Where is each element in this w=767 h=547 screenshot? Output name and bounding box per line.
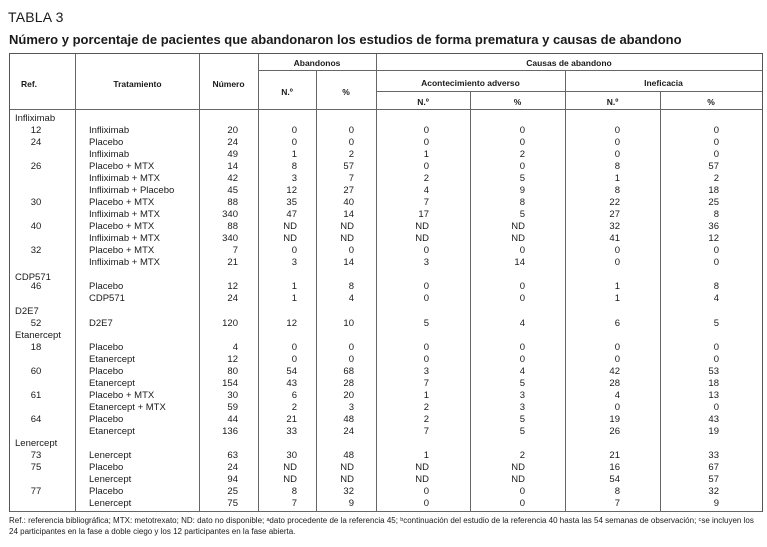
cell-numero: 12 bbox=[227, 281, 238, 292]
cell-acontecimiento-pct: 3 bbox=[519, 402, 525, 413]
cell-abandonos-pct: 28 bbox=[343, 378, 354, 389]
cell-ref: 75 bbox=[30, 462, 42, 473]
cell-ref: 24 bbox=[30, 137, 42, 148]
cell-tratamiento: Infliximab + MTX bbox=[89, 209, 161, 220]
cell-tratamiento: Infliximab + MTX bbox=[89, 233, 161, 244]
cell-ineficacia-pct: 0 bbox=[713, 402, 719, 413]
table-number: TABLA 3 bbox=[8, 9, 64, 25]
cell-tratamiento: Infliximab + MTX bbox=[89, 173, 161, 184]
header-numero: Número bbox=[212, 79, 245, 89]
cell-tratamiento: Lenercept bbox=[89, 498, 132, 509]
cell-numero: 59 bbox=[227, 402, 238, 413]
cell-ineficacia-n: 42 bbox=[609, 366, 620, 377]
header-acontecimiento-pct: % bbox=[513, 97, 522, 107]
cell-ineficacia-pct: 0 bbox=[713, 149, 719, 160]
cell-abandonos-pct: ND bbox=[340, 462, 354, 473]
cell-acontecimiento-pct: 2 bbox=[519, 450, 525, 461]
cell-ineficacia-pct: 0 bbox=[713, 257, 719, 268]
cell-abandonos-n: 0 bbox=[291, 354, 297, 365]
cell-acontecimiento-pct: 4 bbox=[519, 318, 525, 329]
cell-abandonos-pct: 8 bbox=[348, 281, 354, 292]
cell-numero: 88 bbox=[227, 221, 238, 232]
cell-tratamiento: D2E7 bbox=[89, 318, 113, 329]
cell-abandonos-n: 2 bbox=[291, 402, 297, 413]
cell-abandonos-pct: 3 bbox=[348, 402, 354, 413]
cell-abandonos-pct: 32 bbox=[343, 486, 354, 497]
cell-ineficacia-pct: 33 bbox=[708, 450, 719, 461]
cell-ineficacia-pct: 8 bbox=[713, 209, 719, 220]
cell-acontecimiento-pct: 5 bbox=[519, 378, 525, 389]
cell-acontecimiento-n: 0 bbox=[423, 342, 429, 353]
cell-acontecimiento-pct: 5 bbox=[519, 173, 525, 184]
cell-numero: 30 bbox=[227, 390, 238, 401]
cell-abandonos-n: 1 bbox=[291, 149, 297, 160]
cell-ineficacia-pct: 12 bbox=[708, 233, 719, 244]
cell-ineficacia-pct: 2 bbox=[713, 173, 719, 184]
cell-acontecimiento-n: 0 bbox=[423, 293, 429, 304]
cell-abandonos-pct: 7 bbox=[348, 173, 354, 184]
cell-ineficacia-pct: 8 bbox=[713, 281, 719, 292]
cell-abandonos-pct: 10 bbox=[343, 318, 354, 329]
rule-causas bbox=[376, 70, 762, 71]
cell-ineficacia-n: 0 bbox=[614, 245, 620, 256]
cell-acontecimiento-n: 2 bbox=[423, 414, 429, 425]
cell-ineficacia-n: 28 bbox=[609, 378, 620, 389]
cell-acontecimiento-pct: 5 bbox=[519, 414, 525, 425]
cell-acontecimiento-pct: 0 bbox=[519, 281, 525, 292]
cell-ineficacia-pct: 4 bbox=[713, 293, 719, 304]
cell-abandonos-pct: 57 bbox=[343, 161, 354, 172]
cell-abandonos-n: ND bbox=[283, 233, 297, 244]
cell-acontecimiento-pct: 3 bbox=[519, 390, 525, 401]
cell-ineficacia-n: 1 bbox=[614, 293, 620, 304]
cell-acontecimiento-n: 1 bbox=[423, 390, 429, 401]
cell-acontecimiento-n: 0 bbox=[423, 354, 429, 365]
cell-tratamiento: Placebo + MTX bbox=[89, 390, 155, 401]
cell-ineficacia-n: 19 bbox=[609, 414, 620, 425]
cell-numero: 154 bbox=[222, 378, 238, 389]
cell-abandonos-pct: 0 bbox=[348, 125, 354, 136]
cell-acontecimiento-pct: 8 bbox=[519, 197, 525, 208]
cell-ineficacia-pct: 0 bbox=[713, 342, 719, 353]
cell-ineficacia-pct: 32 bbox=[708, 486, 719, 497]
cell-tratamiento: Lenercept bbox=[89, 450, 132, 461]
cell-numero: 7 bbox=[232, 245, 238, 256]
cell-tratamiento: Lenercept bbox=[89, 474, 132, 485]
cell-numero: 45 bbox=[227, 185, 238, 196]
cell-ineficacia-n: 16 bbox=[609, 462, 620, 473]
cell-ineficacia-n: 8 bbox=[614, 486, 620, 497]
cell-abandonos-n: 35 bbox=[286, 197, 297, 208]
cell-acontecimiento-n: 0 bbox=[423, 137, 429, 148]
cell-acontecimiento-pct: 0 bbox=[519, 486, 525, 497]
cell-numero: 20 bbox=[227, 125, 238, 136]
cell-abandonos-pct: 9 bbox=[348, 498, 354, 509]
header-causas: Causas de abandono bbox=[526, 58, 612, 68]
cell-abandonos-pct: 24 bbox=[343, 426, 354, 437]
cell-tratamiento: Placebo bbox=[89, 366, 124, 377]
cell-abandonos-n: 33 bbox=[286, 426, 297, 437]
cell-ref: 30 bbox=[30, 197, 42, 208]
cell-ineficacia-pct: 25 bbox=[708, 197, 719, 208]
cell-ineficacia-n: 22 bbox=[609, 197, 620, 208]
cell-numero: 136 bbox=[222, 426, 238, 437]
cell-ineficacia-pct: 67 bbox=[708, 462, 719, 473]
cell-acontecimiento-n: ND bbox=[415, 474, 429, 485]
cell-ineficacia-n: 0 bbox=[614, 125, 620, 136]
cell-acontecimiento-n: 0 bbox=[423, 486, 429, 497]
cell-acontecimiento-pct: 2 bbox=[519, 149, 525, 160]
cell-ineficacia-pct: 36 bbox=[708, 221, 719, 232]
cell-acontecimiento-n: ND bbox=[415, 462, 429, 473]
cell-numero: 120 bbox=[222, 318, 238, 329]
cell-abandonos-n: 3 bbox=[291, 257, 297, 268]
cell-acontecimiento-n: 0 bbox=[423, 245, 429, 256]
cell-tratamiento: Etanercept + MTX bbox=[89, 402, 166, 413]
cell-ref: 12 bbox=[30, 125, 42, 136]
header-acontecimiento-n: N.º bbox=[417, 97, 429, 107]
cell-abandonos-pct: 0 bbox=[348, 137, 354, 148]
cell-tratamiento: Etanercept bbox=[89, 354, 135, 365]
cell-abandonos-pct: 0 bbox=[348, 245, 354, 256]
cell-abandonos-n: 30 bbox=[286, 450, 297, 461]
cell-tratamiento: Infliximab + Placebo bbox=[89, 185, 175, 196]
cell-abandonos-pct: 48 bbox=[343, 450, 354, 461]
vline bbox=[75, 54, 76, 511]
cell-acontecimiento-pct: 4 bbox=[519, 366, 525, 377]
cell-numero: 340 bbox=[222, 209, 238, 220]
cell-abandonos-n: ND bbox=[283, 474, 297, 485]
cell-tratamiento: Placebo + MTX bbox=[89, 161, 155, 172]
cell-ineficacia-n: 6 bbox=[614, 318, 620, 329]
cell-acontecimiento-pct: 9 bbox=[519, 185, 525, 196]
cell-ineficacia-pct: 0 bbox=[713, 245, 719, 256]
cell-acontecimiento-pct: 0 bbox=[519, 161, 525, 172]
cell-ineficacia-n: 54 bbox=[609, 474, 620, 485]
cell-abandonos-pct: 40 bbox=[343, 197, 354, 208]
cell-abandonos-pct: 0 bbox=[348, 354, 354, 365]
cell-abandonos-pct: 14 bbox=[343, 209, 354, 220]
header-abandonos-n: N.º bbox=[281, 87, 293, 97]
cell-ineficacia-n: 0 bbox=[614, 342, 620, 353]
cell-abandonos-pct: ND bbox=[340, 233, 354, 244]
group-label: Infliximab bbox=[15, 113, 56, 124]
cell-acontecimiento-n: 5 bbox=[423, 318, 429, 329]
cell-tratamiento: Placebo + MTX bbox=[89, 197, 155, 208]
cell-numero: 63 bbox=[227, 450, 238, 461]
cell-tratamiento: CDP571 bbox=[89, 293, 125, 304]
cell-abandonos-n: 12 bbox=[286, 318, 297, 329]
cell-acontecimiento-pct: ND bbox=[511, 462, 525, 473]
rule-footer-top bbox=[10, 511, 762, 512]
cell-acontecimiento-n: 0 bbox=[423, 161, 429, 172]
header-ineficacia: Ineficacia bbox=[644, 78, 683, 88]
cell-ineficacia-n: 0 bbox=[614, 257, 620, 268]
cell-numero: 340 bbox=[222, 233, 238, 244]
cell-ineficacia-pct: 53 bbox=[708, 366, 719, 377]
cell-abandonos-pct: 4 bbox=[348, 293, 354, 304]
cell-tratamiento: Placebo bbox=[89, 342, 124, 353]
cell-abandonos-n: 7 bbox=[291, 498, 297, 509]
cell-ineficacia-n: 32 bbox=[609, 221, 620, 232]
cell-abandonos-n: ND bbox=[283, 221, 297, 232]
cell-acontecimiento-n: 0 bbox=[423, 281, 429, 292]
cell-numero: 24 bbox=[227, 293, 238, 304]
cell-acontecimiento-n: 2 bbox=[423, 402, 429, 413]
cell-abandonos-n: 54 bbox=[286, 366, 297, 377]
cell-tratamiento: Infliximab bbox=[89, 125, 130, 136]
cell-numero: 24 bbox=[227, 137, 238, 148]
group-label: D2E7 bbox=[15, 306, 39, 317]
cell-tratamiento: Placebo + MTX bbox=[89, 245, 155, 256]
cell-acontecimiento-n: 3 bbox=[423, 366, 429, 377]
group-label: Lenercept bbox=[15, 438, 58, 449]
rule-subcausas bbox=[376, 91, 762, 92]
cell-ineficacia-pct: 0 bbox=[713, 137, 719, 148]
cell-abandonos-n: 0 bbox=[291, 342, 297, 353]
cell-ref: 18 bbox=[30, 342, 42, 353]
cell-acontecimiento-pct: 0 bbox=[519, 342, 525, 353]
cell-ineficacia-pct: 18 bbox=[708, 185, 719, 196]
cell-ineficacia-pct: 18 bbox=[708, 378, 719, 389]
cell-tratamiento: Placebo bbox=[89, 281, 124, 292]
cell-numero: 4 bbox=[232, 342, 238, 353]
cell-tratamiento: Etanercept bbox=[89, 426, 135, 437]
cell-ref: 77 bbox=[30, 486, 42, 497]
cell-numero: 80 bbox=[227, 366, 238, 377]
cell-tratamiento: Infliximab + MTX bbox=[89, 257, 161, 268]
cell-ineficacia-n: 8 bbox=[614, 161, 620, 172]
cell-ineficacia-n: 1 bbox=[614, 173, 620, 184]
cell-ineficacia-n: 0 bbox=[614, 402, 620, 413]
header-acontecimiento: Acontecimiento adverso bbox=[421, 78, 520, 88]
cell-abandonos-pct: 68 bbox=[343, 366, 354, 377]
cell-ineficacia-n: 0 bbox=[614, 149, 620, 160]
cell-numero: 88 bbox=[227, 197, 238, 208]
rule-header-bottom bbox=[10, 109, 762, 110]
cell-acontecimiento-pct: ND bbox=[511, 474, 525, 485]
cell-tratamiento: Placebo bbox=[89, 414, 124, 425]
cell-acontecimiento-pct: 0 bbox=[519, 137, 525, 148]
cell-abandonos-n: 8 bbox=[291, 161, 297, 172]
cell-acontecimiento-pct: ND bbox=[511, 233, 525, 244]
header-ref: Ref. bbox=[20, 79, 38, 89]
cell-abandonos-n: 0 bbox=[291, 137, 297, 148]
cell-ineficacia-pct: 0 bbox=[713, 125, 719, 136]
cell-tratamiento: Placebo bbox=[89, 486, 124, 497]
cell-ineficacia-pct: 0 bbox=[713, 354, 719, 365]
cell-numero: 44 bbox=[227, 414, 238, 425]
cell-acontecimiento-n: 17 bbox=[418, 209, 429, 220]
cell-abandonos-n: 8 bbox=[291, 486, 297, 497]
cell-ref: 32 bbox=[30, 245, 42, 256]
cell-ineficacia-n: 21 bbox=[609, 450, 620, 461]
cell-acontecimiento-pct: 0 bbox=[519, 125, 525, 136]
cell-ineficacia-n: 4 bbox=[614, 390, 620, 401]
cell-ineficacia-pct: 57 bbox=[708, 474, 719, 485]
cell-ineficacia-n: 27 bbox=[609, 209, 620, 220]
cell-ref: 26 bbox=[30, 161, 42, 172]
header-tratamiento: Tratamiento bbox=[113, 79, 162, 89]
cell-tratamiento: Placebo + MTX bbox=[89, 221, 155, 232]
cell-acontecimiento-n: 4 bbox=[423, 185, 429, 196]
cell-acontecimiento-n: 0 bbox=[423, 498, 429, 509]
cell-abandonos-n: 1 bbox=[291, 293, 297, 304]
cell-acontecimiento-n: 1 bbox=[423, 450, 429, 461]
cell-abandonos-n: 0 bbox=[291, 125, 297, 136]
cell-ref: 52 bbox=[30, 318, 42, 329]
header-abandonos: Abandonos bbox=[293, 58, 341, 68]
cell-ineficacia-pct: 5 bbox=[713, 318, 719, 329]
cell-ineficacia-pct: 13 bbox=[708, 390, 719, 401]
cell-ineficacia-n: 26 bbox=[609, 426, 620, 437]
cell-acontecimiento-n: 3 bbox=[423, 257, 429, 268]
header-abandonos-pct: % bbox=[342, 87, 350, 97]
cell-abandonos-pct: ND bbox=[340, 474, 354, 485]
header-ineficacia-pct: % bbox=[707, 97, 715, 107]
cell-acontecimiento-pct: 0 bbox=[519, 354, 525, 365]
cell-abandonos-n: 6 bbox=[291, 390, 297, 401]
cell-tratamiento: Placebo bbox=[89, 462, 124, 473]
cell-numero: 42 bbox=[227, 173, 238, 184]
cell-abandonos-pct: ND bbox=[340, 221, 354, 232]
cell-abandonos-n: 0 bbox=[291, 245, 297, 256]
cell-numero: 12 bbox=[227, 354, 238, 365]
group-label: Etanercept bbox=[15, 330, 61, 341]
cell-abandonos-pct: 0 bbox=[348, 342, 354, 353]
cell-ineficacia-n: 8 bbox=[614, 185, 620, 196]
cell-acontecimiento-n: ND bbox=[415, 233, 429, 244]
cell-ref: 46 bbox=[30, 281, 42, 292]
table-title: Número y porcentaje de pacientes que abandonaron los estudios de forma prematura y causas de abandono bbox=[9, 32, 682, 47]
cell-ineficacia-n: 1 bbox=[614, 281, 620, 292]
cell-abandonos-n: 43 bbox=[286, 378, 297, 389]
cell-ineficacia-n: 0 bbox=[614, 137, 620, 148]
cell-numero: 49 bbox=[227, 149, 238, 160]
cell-abandonos-n: 47 bbox=[286, 209, 297, 220]
cell-ineficacia-pct: 57 bbox=[708, 161, 719, 172]
cell-tratamiento: Infliximab bbox=[89, 149, 130, 160]
cell-numero: 94 bbox=[227, 474, 238, 485]
cell-abandonos-pct: 27 bbox=[343, 185, 354, 196]
cell-acontecimiento-n: 1 bbox=[423, 149, 429, 160]
cell-ineficacia-pct: 43 bbox=[708, 414, 719, 425]
cell-abandonos-n: 12 bbox=[286, 185, 297, 196]
cell-ineficacia-pct: 19 bbox=[708, 426, 719, 437]
footnote: Ref.: referencia bibliográfica; MTX: metotrexato; ND: dato no disponible; ᵃdato procedente de la referencia 45; ᵇcontinuación del estudio de la referencia 40 hasta las 54 semanas de observación; ᶜse incluyen los 24 participantes en la fase a doble ciego y los 12 participantes en la fase abierta. bbox=[9, 516, 754, 536]
group-label: CDP571 bbox=[15, 272, 51, 283]
cell-acontecimiento-n: ND bbox=[415, 221, 429, 232]
cell-abandonos-pct: 2 bbox=[348, 149, 354, 160]
cell-acontecimiento-n: 7 bbox=[423, 378, 429, 389]
header-ineficacia-n: N.º bbox=[606, 97, 619, 107]
cell-acontecimiento-pct: 14 bbox=[514, 257, 525, 268]
cell-abandonos-pct: 48 bbox=[343, 414, 354, 425]
cell-tratamiento: Placebo bbox=[89, 137, 124, 148]
cell-numero: 14 bbox=[227, 161, 238, 172]
cell-acontecimiento-n: 7 bbox=[423, 426, 429, 437]
cell-acontecimiento-n: 2 bbox=[423, 173, 429, 184]
cell-numero: 21 bbox=[227, 257, 238, 268]
cell-acontecimiento-n: 7 bbox=[423, 197, 429, 208]
cell-acontecimiento-pct: ND bbox=[511, 221, 525, 232]
cell-numero: 24 bbox=[227, 462, 238, 473]
cell-ref: 73 bbox=[30, 450, 42, 461]
cell-ref: 61 bbox=[30, 390, 42, 401]
cell-ref: 40 bbox=[30, 221, 42, 232]
cell-acontecimiento-pct: 0 bbox=[519, 293, 525, 304]
cell-acontecimiento-pct: 5 bbox=[519, 426, 525, 437]
cell-numero: 75 bbox=[227, 498, 238, 509]
cell-acontecimiento-n: 0 bbox=[423, 125, 429, 136]
cell-abandonos-n: 21 bbox=[286, 414, 297, 425]
rule-abandonos bbox=[258, 70, 376, 71]
cell-abandonos-pct: 14 bbox=[343, 257, 354, 268]
cell-abandonos-n: 1 bbox=[291, 281, 297, 292]
cell-tratamiento: Etanercept bbox=[89, 378, 135, 389]
cell-ref: 60 bbox=[30, 366, 42, 377]
cell-abandonos-n: 3 bbox=[291, 173, 297, 184]
cell-acontecimiento-pct: 0 bbox=[519, 245, 525, 256]
cell-abandonos-n: ND bbox=[283, 462, 297, 473]
cell-acontecimiento-pct: 5 bbox=[519, 209, 525, 220]
cell-ineficacia-n: 0 bbox=[614, 354, 620, 365]
cell-ineficacia-n: 41 bbox=[609, 233, 620, 244]
cell-numero: 25 bbox=[227, 486, 238, 497]
cell-ref: 64 bbox=[30, 414, 42, 425]
cell-ineficacia-pct: 9 bbox=[713, 498, 719, 509]
cell-abandonos-pct: 20 bbox=[343, 390, 354, 401]
cell-acontecimiento-pct: 0 bbox=[519, 498, 525, 509]
cell-ineficacia-n: 7 bbox=[614, 498, 620, 509]
